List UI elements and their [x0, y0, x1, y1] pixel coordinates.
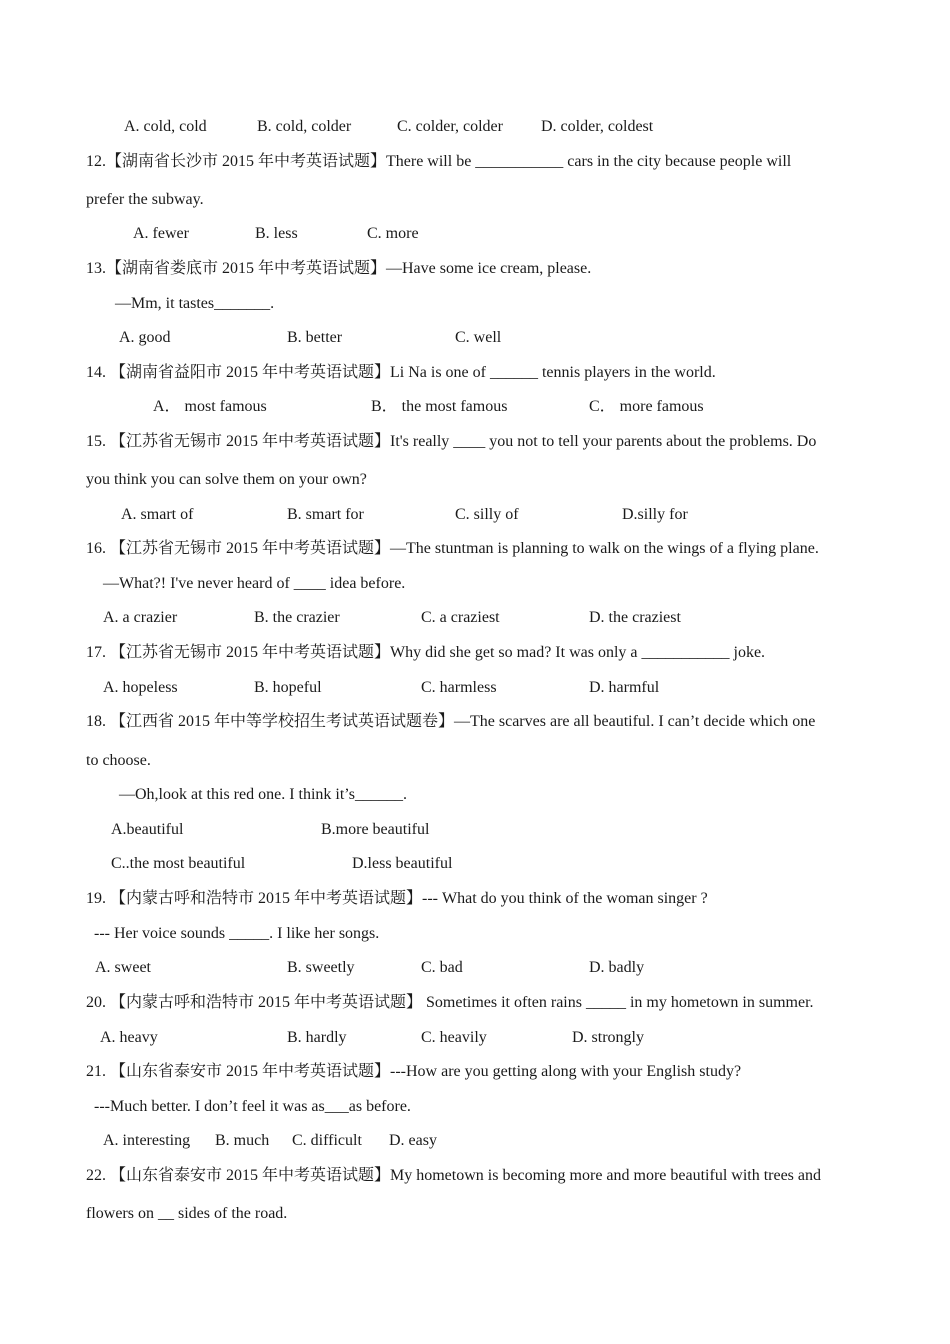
q17-question: 17. 【江苏省无锡市 2015 年中考英语试题】Why did she get so mad? It was only a ___________ joke. [86, 644, 766, 661]
q20-option-b: B. hardly [287, 1029, 347, 1046]
q14-option-b: B． the most famous [371, 398, 508, 415]
q21-option-b: B. much [215, 1132, 270, 1149]
q12-option-a: A. fewer [133, 225, 189, 242]
q21-response: ---Much better. I don’t feel it was as___as before. [94, 1098, 411, 1115]
q16-option-c: C. a craziest [421, 609, 500, 626]
q11-option-d: D. colder, coldest [541, 118, 654, 135]
q22-question: 22. 【山东省泰安市 2015 年中考英语试题】My hometown is becoming more and more beautiful with trees and [86, 1167, 822, 1184]
q21-question: 21. 【山东省泰安市 2015 年中考英语试题】---How are you getting along with your English study? [86, 1063, 742, 1080]
q19-option-c: C. bad [421, 959, 463, 976]
q16-question: 16. 【江苏省无锡市 2015 年中考英语试题】—The stuntman is planning to walk on the wings of a flying plane. [86, 540, 819, 557]
q15-question: 15. 【江苏省无锡市 2015 年中考英语试题】It's really ____ you not to tell your parents about the problems. Do [86, 433, 817, 450]
q13-option-c: C. well [455, 329, 502, 346]
q18-response: —Oh,look at this red one. I think it’s______. [119, 786, 407, 803]
q16-option-a: A. a crazier [103, 609, 178, 626]
q15-option-b: B. smart for [287, 506, 364, 523]
q13-response: —Mm, it tastes_______. [115, 295, 275, 312]
q17-option-b: B. hopeful [254, 679, 322, 696]
q18-option-c: C..the most beautiful [111, 855, 246, 872]
q15-option-a: A. smart of [121, 506, 194, 523]
q18-option-d: D.less beautiful [352, 855, 453, 872]
q19-option-b: B. sweetly [287, 959, 355, 976]
q12-option-c: C. more [367, 225, 419, 242]
q12-question-cont: prefer the subway. [86, 191, 204, 208]
q16-option-b: B. the crazier [254, 609, 340, 626]
q20-option-d: D. strongly [572, 1029, 644, 1046]
q15-question-cont: you think you can solve them on your own? [86, 471, 367, 488]
q20-option-a: A. heavy [100, 1029, 158, 1046]
q15-option-d: D.silly for [622, 506, 688, 523]
q13-question: 13.【湖南省娄底市 2015 年中考英语试题】—Have some ice cream, please. [86, 260, 592, 277]
q17-option-a: A. hopeless [103, 679, 178, 696]
q14-option-a: A． most famous [153, 398, 267, 415]
q11-option-a: A. cold, cold [124, 118, 207, 135]
q16-option-d: D. the craziest [589, 609, 681, 626]
q19-option-a: A. sweet [95, 959, 151, 976]
q14-option-c: C． more famous [589, 398, 704, 415]
q17-option-c: C. harmless [421, 679, 497, 696]
q20-question: 20. 【内蒙古呼和浩特市 2015 年中考英语试题】 Sometimes it often rains _____ in my hometown in summer. [86, 994, 814, 1011]
q19-response: --- Her voice sounds _____. I like her songs. [94, 925, 380, 942]
q11-option-b: B. cold, colder [257, 118, 352, 135]
q13-option-b: B. better [287, 329, 343, 346]
q18-option-a: A.beautiful [111, 821, 184, 838]
q18-option-b: B.more beautiful [321, 821, 430, 838]
q21-option-a: A. interesting [103, 1132, 191, 1149]
q18-question-cont: to choose. [86, 752, 151, 769]
q18-question: 18. 【江西省 2015 年中等学校招生考试英语试题卷】—The scarves are all beautiful. I can’t decide which one [86, 713, 816, 730]
q17-option-d: D. harmful [589, 679, 660, 696]
q15-option-c: C. silly of [455, 506, 519, 523]
q11-option-c: C. colder, colder [397, 118, 503, 135]
q20-option-c: C. heavily [421, 1029, 487, 1046]
q14-question: 14. 【湖南省益阳市 2015 年中考英语试题】Li Na is one of ______ tennis players in the world. [86, 364, 716, 381]
q12-question: 12.【湖南省长沙市 2015 年中考英语试题】There will be ___________ cars in the city because people will [86, 153, 792, 170]
q21-option-d: D. easy [389, 1132, 437, 1149]
q22-question-cont: flowers on __ sides of the road. [86, 1205, 288, 1222]
q12-option-b: B. less [255, 225, 298, 242]
q13-option-a: A. good [119, 329, 171, 346]
q19-option-d: D. badly [589, 959, 645, 976]
q21-option-c: C. difficult [292, 1132, 362, 1149]
q16-response: —What?! I've never heard of ____ idea before. [103, 575, 406, 592]
q19-question: 19. 【内蒙古呼和浩特市 2015 年中考英语试题】--- What do you think of the woman singer ? [86, 890, 708, 907]
